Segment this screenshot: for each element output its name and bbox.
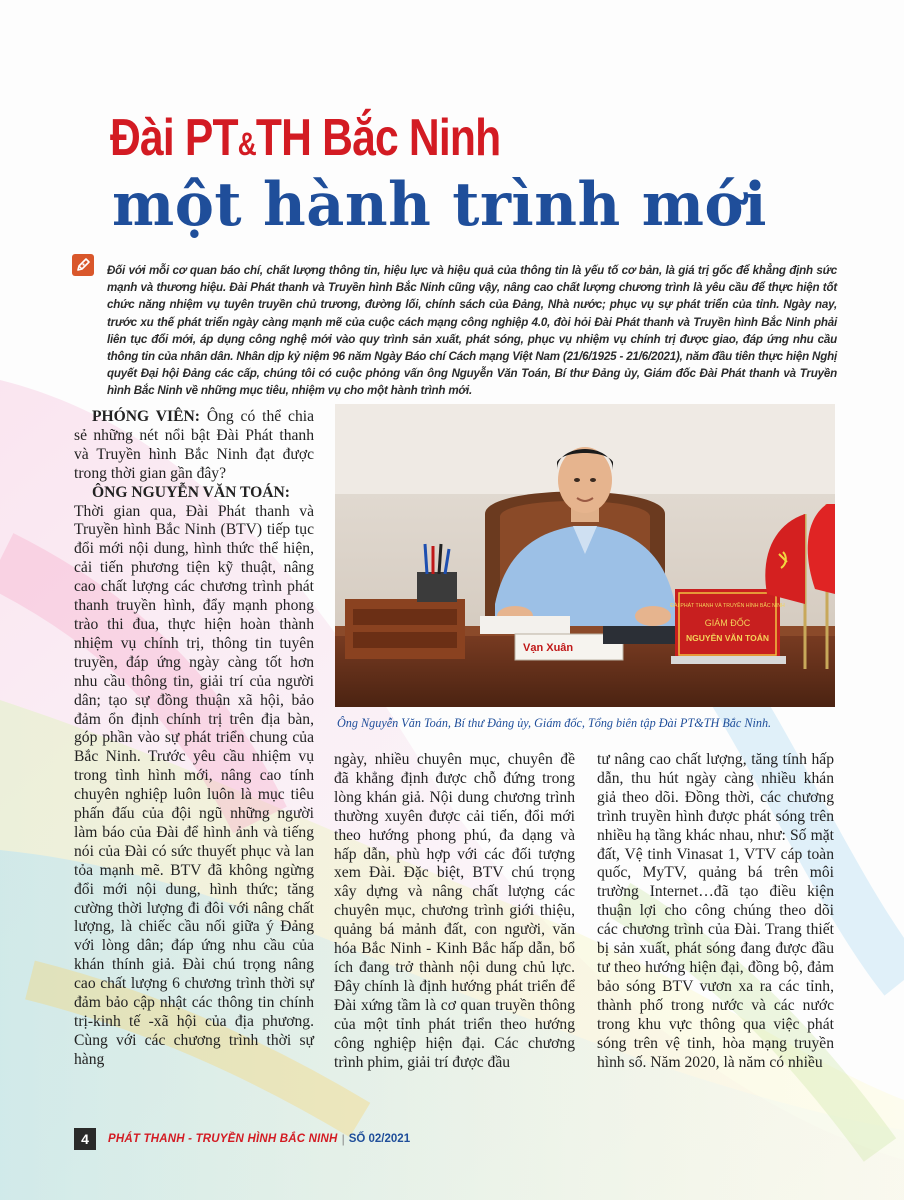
headline-line1 [110, 108, 500, 168]
publication-name: PHÁT THANH - TRUYỀN HÌNH BẮC NINH [108, 1133, 338, 1145]
pen-icon-graphic [75, 257, 91, 273]
question-text: Ông có thể chia sẻ những nét nổi bật Đài Phát thanh và Truyền hình Bắc Ninh đạt được trong thời gian gần đây? [74, 408, 314, 482]
footer-separator: | [341, 1132, 345, 1146]
plaque-name-text: NGUYỄN VĂN TOÁN [686, 633, 769, 643]
desk-sign-text: Vạn Xuân [523, 642, 574, 654]
headline-part-a: Đài PT [110, 109, 238, 167]
interviewee-label: ÔNG NGUYỄN VĂN TOÁN: [92, 483, 290, 501]
headline-part-b: TH Bắc Ninh [255, 109, 501, 167]
plaque-org-text: ĐÀI PHÁT THANH VÀ TRUYỀN HÌNH BẮC NINH [670, 603, 785, 609]
photo-illustration [335, 404, 835, 707]
headline-ampersand: & [237, 126, 256, 162]
headline-line2: một hành trình mới [112, 170, 767, 240]
question-paragraph [74, 408, 314, 484]
pen-icon [72, 254, 94, 276]
photo-caption: Ông Nguyễn Văn Toán, Bí thư Đảng ủy, Giám đốc, Tổng biên tập Đài PT&TH Bắc Ninh. [337, 716, 772, 730]
answer-text: Thời gian qua, Đài Phát thanh và Truyền hình Bắc Ninh (BTV) tiếp tục đổi mới nội dung, hình thức thể hiện, cải tiến phương tiện kỹ thuật, nâng cao chất lượng các chương trình phát thanh truyền hình, đẩy mạnh phong trào thi đua, thực hiện hoàn thành nhiệm vụ chính trị, thông tin tuyên truyền, đáp ứng ngày càng tốt hơn nhu cầu thông tin, giải trí của người dân; tạo sự đồng thuận xã hội, bảo đảm ổn định chính trị trên địa bàn, góp phần vào sự phát triển chung của Bắc Ninh. Trước yêu cầu nhiệm vụ trong tình hình mới, nâng cao tính chuyên nghiệp luôn luôn là mục tiêu phấn đấu của đội ngũ những người làm báo của Đài để hình ảnh và tiếng nói của Đài có sức thuyết phục và lan tỏa mạnh mẽ. BTV đã không ngừng đổi mới nội dung, hình thức; tăng cường thời lượng đi đôi với nâng chất lượng, là chiếc cầu nối giữa ý Đảng với lòng dân; đáp ứng nhu cầu của khán thính giả. Đài chú trọng nâng cao chất lượng 6 chương trình thời sự đảm bảo cập nhật các thông tin chính trị-kinh tế -xã hội của địa phương. Cùng với các chương trình thời sự hàng [74, 502, 314, 1068]
issue-number: SỐ 02/2021 [348, 1133, 411, 1145]
interview-photo [335, 404, 835, 707]
article-column-3: tư nâng cao chất lượng, tăng tính hấp dẫn, thu hút ngày càng nhiều khán giả theo dõi. Đồng thời, các chương trình truyền hình được phát sóng trên nhiều hạ tầng khác nhau, như: Số mặt đất, Vệ tinh Vinasat 1, VTV cáp toàn quốc, MyTV, quảng bá trên môi trường Internet…đã tạo điều kiện thuận lợi cho công chúng theo dõi các chương trình của Đài. Trang thiết bị sản xuất, phát sóng đang được đầu tư theo hướng hiện đại, đồng bộ, đảm bảo sóng BTV vươn xa ra các tỉnh, thành phố trong nước và các nước trong khu vực thông qua việc phát sóng trên vệ tinh, hòa mạng truyền hình số. Năm 2020, là năm có nhiều [597, 751, 834, 1071]
article-column-2: ngày, nhiều chuyên mục, chuyên đề đã khẳng định được chỗ đứng trong lòng khán giả. Nội dung chương trình thường xuyên được cải tiến, đổi mới theo hướng phong phú, đa dạng và hấp dẫn, phù hợp với các đối tượng xem Đài. Đặc biệt, BTV chú trọng xây dựng và nâng chất lượng các chuyên mục, chương trình giới thiệu, quảng bá mảnh đất, con người, văn hóa Bắc Ninh - Kinh Bắc hấp dẫn, bổ ích đang trở thành nội dung chủ lực. Đây chính là định hướng phát triển để Đài xứng tầm là cơ quan truyền thông của một tỉnh phát triển theo hướng công nghiệp hiện đại. Các chương trình phim, giải trí được đầu [334, 751, 575, 1071]
reporter-label: PHÓNG VIÊN: [92, 408, 200, 425]
plaque-role-text: GIÁM ĐỐC [704, 618, 751, 628]
answer-label-paragraph [74, 484, 314, 503]
article-column-1 [74, 408, 314, 1070]
page-footer [74, 1128, 410, 1150]
page-number: 4 [74, 1128, 96, 1150]
lead-paragraph: Đối với mỗi cơ quan báo chí, chất lượng thông tin, hiệu lực và hiệu quả của thông tin là yếu tố cơ bản, là giá trị gốc để khẳng định sức mạnh và thương hiệu. Đài Phát thanh và Truyền hình Bắc Ninh cũng vậy, nâng cao chất lượng chương trình là yêu cầu để thực hiện tốt chức năng nhiệm vụ tuyên truyền chủ trương, đường lối, chính sách của Đảng, Nhà nước; phục vụ sự phát triển của tỉnh. Ngày nay, trước xu thế phát triển ngày càng mạnh mẽ của cuộc cách mạng công nghiệp 4.0, đòi hỏi Đài Phát thanh và Truyền hình Bắc Ninh phải liên tục đổi mới, áp dụng công nghệ mới vào quy trình sản xuất, phát sóng, phục vụ nhiệm vụ chính trị được giao, đáp ứng nhu cầu thông tin của nhân dân. Nhân dịp kỷ niệm 96 năm Ngày Báo chí Cách mạng Việt Nam (21/6/1925 - 21/6/2021), năm đầu tiên thực hiện Nghị quyết Đại hội Đảng các cấp, chúng tôi có cuộc phỏng vấn ông Nguyễn Văn Toán, Bí thư Đảng ủy, Giám đốc Đài Phát thanh và Truyền hình Bắc Ninh về những mục tiêu, nhiệm vụ cho một hành trình mới. [107, 264, 837, 398]
